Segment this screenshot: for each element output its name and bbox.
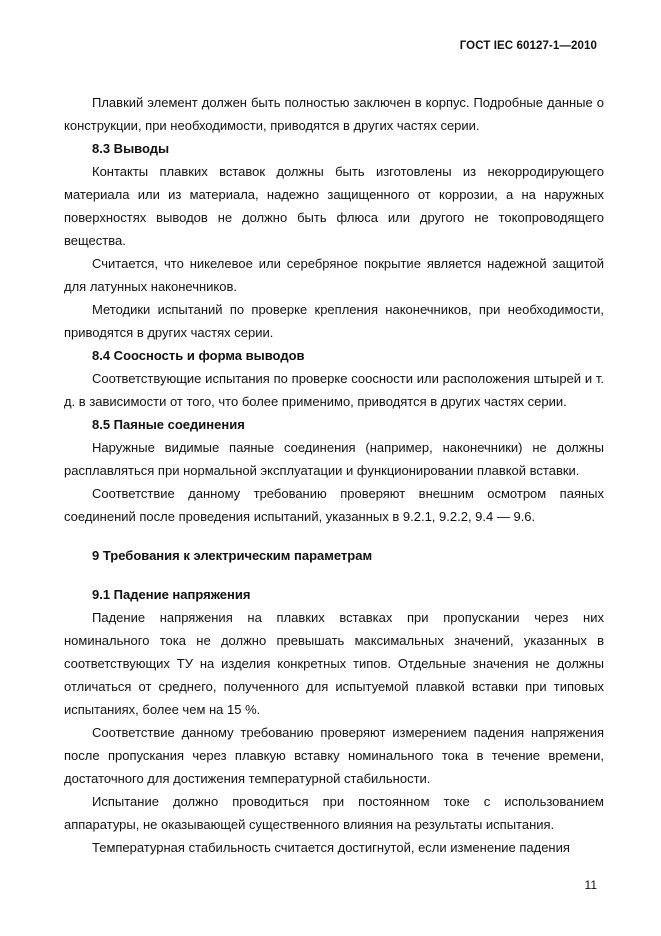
section-heading-8-3: 8.3 Выводы xyxy=(92,141,170,156)
paragraph-plating: Считается, что никелевое или серебряное покрытие является надежной защитой для латунных наконечников. xyxy=(64,256,604,294)
page-number: 11 xyxy=(584,878,597,892)
section-heading-8-5: 8.5 Паяные соединения xyxy=(92,417,245,432)
section-heading-8-4: 8.4 Соосность и форма выводов xyxy=(92,348,305,363)
document-header: ГОСТ IEC 60127-1—2010 xyxy=(459,40,597,52)
paragraph-solder-joints: Наружные видимые паяные соединения (например, наконечники) не должны расплавляться при нормальной эксплуатации и функционировании плавкой вставки. xyxy=(64,440,604,478)
section-heading-9-1: 9.1 Падение напряжения xyxy=(92,587,251,602)
paragraph-temperature-stability: Температурная стабильность считается достигнутой, если изменение падения xyxy=(92,840,570,855)
paragraph-voltage-drop-limits: Падение напряжения на плавких вставках при пропускании через них номинального тока не должно превышать максимальных значений, указанных в соответствующих ТУ на изделия конкретных типов. Отдельные значения не должны отличаться от среднего, полученного для испытуемой плавкой вставки при типовых испытаниях, более чем на 15 %. xyxy=(64,610,604,717)
paragraph-dc-testing: Испытание должно проводиться при постоянном токе с использованием аппаратуры, не оказывающей существенного влияния на результаты испытания. xyxy=(64,794,604,832)
paragraph-voltage-drop-measurement: Соответствие данному требованию проверяют измерением падения напряжения после пропускания через плавкую вставку номинального тока в течение времени, достаточного для достижения температурной стабильности. xyxy=(64,725,604,786)
section-heading-9: 9 Требования к электрическим параметрам xyxy=(92,548,373,563)
paragraph-contacts-material: Контакты плавких вставок должны быть изготовлены из некорродирующего материала или из материала, надежно защищенного от коррозии, а на наружных поверхностях выводов не должно быть флюса или другого не токопроводящего вещества. xyxy=(64,164,604,248)
paragraph-solder-inspection: Соответствие данному требованию проверяют внешним осмотром паяных соединений после проведения испытаний, указанных в 9.2.1, 9.2.2, 9.4 — 9.6. xyxy=(64,486,604,524)
paragraph-alignment-tests: Соответствующие испытания по проверке соосности или расположения штырей и т. д. в зависимости от того, что более применимо, приводятся в других частях серии. xyxy=(64,371,604,409)
paragraph-test-methods: Методики испытаний по проверке крепления наконечников, при необходимости, приводятся в других частях серии. xyxy=(64,302,604,340)
document-body xyxy=(64,91,604,859)
paragraph-fuse-element-enclosure: Плавкий элемент должен быть полностью заключен в корпус. Подробные данные о конструкции, при необходимости, приводятся в других частях серии. xyxy=(64,95,604,133)
